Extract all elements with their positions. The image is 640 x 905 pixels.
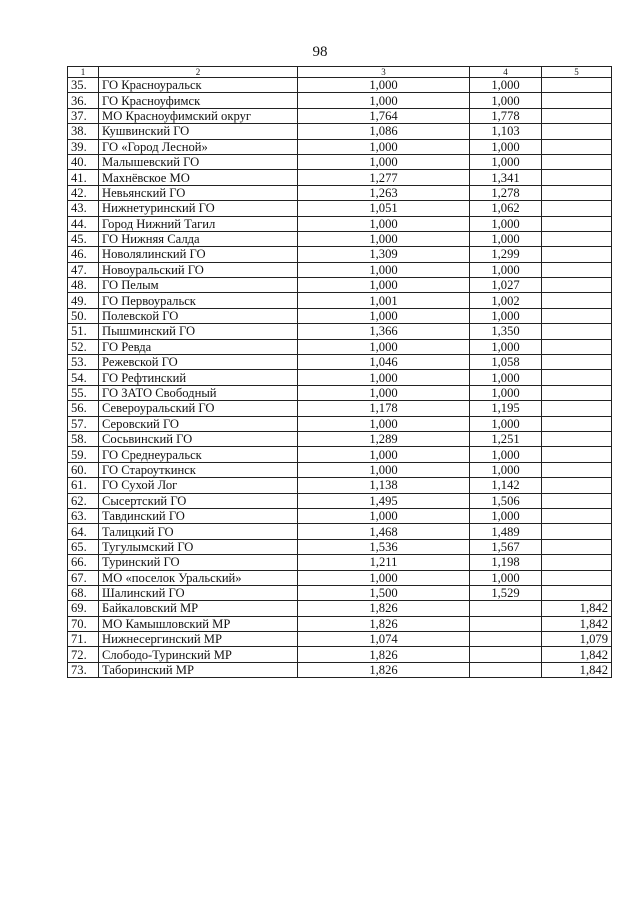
table-row <box>68 355 612 370</box>
municipality-name-cell: Серовский ГО <box>99 416 298 431</box>
coefficient-col3-cell: 1,000 <box>298 416 470 431</box>
coefficient-col4-cell: 1,350 <box>470 324 542 339</box>
coefficient-col5-cell: 1,842 <box>542 616 612 631</box>
coefficient-col3-cell: 1,495 <box>298 493 470 508</box>
row-number-cell: 39. <box>68 139 99 154</box>
table-row <box>68 78 612 93</box>
coefficient-col4-cell: 1,058 <box>470 355 542 370</box>
coefficient-col3-cell: 1,000 <box>298 508 470 523</box>
table-row <box>68 585 612 600</box>
coefficient-col5-cell <box>542 385 612 400</box>
coefficient-col3-cell: 1,000 <box>298 385 470 400</box>
coefficient-col5-cell <box>542 185 612 200</box>
row-number-cell: 70. <box>68 616 99 631</box>
coefficient-col4-cell: 1,142 <box>470 478 542 493</box>
table-row <box>68 324 612 339</box>
coefficient-col5-cell <box>542 293 612 308</box>
municipality-name-cell: Тавдинский ГО <box>99 508 298 523</box>
row-number-cell: 44. <box>68 216 99 231</box>
table-row <box>68 308 612 323</box>
row-number-cell: 51. <box>68 324 99 339</box>
coefficient-col5-cell <box>542 339 612 354</box>
coefficient-col4-cell: 1,002 <box>470 293 542 308</box>
coefficient-col3-cell: 1,000 <box>298 447 470 462</box>
row-number-cell: 61. <box>68 478 99 493</box>
coefficient-col4-cell: 1,027 <box>470 278 542 293</box>
coefficient-col4-cell: 1,251 <box>470 431 542 446</box>
municipality-name-cell: Туринский ГО <box>99 555 298 570</box>
municipality-name-cell: Нижнетуринский ГО <box>99 201 298 216</box>
coefficient-col3-cell: 1,000 <box>298 139 470 154</box>
coefficient-col3-cell: 1,263 <box>298 185 470 200</box>
coefficient-col4-cell: 1,000 <box>470 447 542 462</box>
table-row <box>68 93 612 108</box>
row-number-cell: 49. <box>68 293 99 308</box>
municipality-name-cell: Слободо-Туринский МР <box>99 647 298 662</box>
row-number-cell: 36. <box>68 93 99 108</box>
coefficient-col5-cell <box>542 247 612 262</box>
coefficient-col3-cell: 1,000 <box>298 278 470 293</box>
coefficient-col3-cell: 1,826 <box>298 647 470 662</box>
table-row <box>68 539 612 554</box>
coefficient-col5-cell <box>542 524 612 539</box>
coefficient-col3-cell: 1,289 <box>298 431 470 446</box>
column-header: 3 <box>298 67 470 78</box>
coefficient-col5-cell <box>542 555 612 570</box>
coefficient-col4-cell: 1,489 <box>470 524 542 539</box>
row-number-cell: 72. <box>68 647 99 662</box>
coefficient-col4-cell: 1,000 <box>470 78 542 93</box>
coefficient-col4-cell: 1,062 <box>470 201 542 216</box>
coefficient-col4-cell: 1,000 <box>470 508 542 523</box>
municipality-name-cell: ГО ЗАТО Свободный <box>99 385 298 400</box>
coefficient-col5-cell <box>542 308 612 323</box>
row-number-cell: 69. <box>68 601 99 616</box>
row-number-cell: 73. <box>68 662 99 677</box>
row-number-cell: 63. <box>68 508 99 523</box>
coefficient-col3-cell: 1,051 <box>298 201 470 216</box>
row-number-cell: 37. <box>68 108 99 123</box>
coefficient-col3-cell: 1,001 <box>298 293 470 308</box>
table-row <box>68 185 612 200</box>
table-row <box>68 431 612 446</box>
coefficient-col4-cell: 1,000 <box>470 262 542 277</box>
column-header: 4 <box>470 67 542 78</box>
table-row <box>68 570 612 585</box>
municipality-name-cell: Сосьвинский ГО <box>99 431 298 446</box>
municipality-name-cell: ГО Сухой Лог <box>99 478 298 493</box>
municipality-name-cell: МО «поселок Уральский» <box>99 570 298 585</box>
coefficient-col3-cell: 1,000 <box>298 339 470 354</box>
coefficient-col5-cell <box>542 539 612 554</box>
row-number-cell: 68. <box>68 585 99 600</box>
coefficient-col3-cell: 1,536 <box>298 539 470 554</box>
coefficient-col4-cell: 1,000 <box>470 139 542 154</box>
table-row <box>68 170 612 185</box>
coefficient-col3-cell: 1,211 <box>298 555 470 570</box>
coefficient-col3-cell: 1,000 <box>298 570 470 585</box>
municipality-name-cell: Махнёвское МО <box>99 170 298 185</box>
coefficient-col3-cell: 1,000 <box>298 308 470 323</box>
coefficient-col3-cell: 1,366 <box>298 324 470 339</box>
coefficient-col5-cell <box>542 462 612 477</box>
coefficient-col4-cell: 1,529 <box>470 585 542 600</box>
coefficient-col4-cell: 1,103 <box>470 124 542 139</box>
coefficient-col3-cell: 1,086 <box>298 124 470 139</box>
table-row <box>68 416 612 431</box>
coefficient-col3-cell: 1,178 <box>298 401 470 416</box>
row-number-cell: 59. <box>68 447 99 462</box>
coefficient-col4-cell: 1,341 <box>470 170 542 185</box>
coefficient-col3-cell: 1,764 <box>298 108 470 123</box>
municipality-name-cell: ГО «Город Лесной» <box>99 139 298 154</box>
coefficient-col4-cell: 1,000 <box>470 339 542 354</box>
coefficient-col4-cell <box>470 632 542 647</box>
row-number-cell: 64. <box>68 524 99 539</box>
row-number-cell: 38. <box>68 124 99 139</box>
coefficient-col4-cell <box>470 662 542 677</box>
coefficient-col3-cell: 1,000 <box>298 370 470 385</box>
table-row <box>68 478 612 493</box>
table-row <box>68 493 612 508</box>
coefficient-col5-cell <box>542 447 612 462</box>
municipality-name-cell: ГО Рефтинский <box>99 370 298 385</box>
coefficient-col3-cell: 1,826 <box>298 662 470 677</box>
table-row <box>68 632 612 647</box>
table-header-row <box>68 67 612 78</box>
row-number-cell: 60. <box>68 462 99 477</box>
table-row <box>68 124 612 139</box>
municipality-name-cell: Кушвинский ГО <box>99 124 298 139</box>
table-row <box>68 647 612 662</box>
coefficient-col5-cell <box>542 124 612 139</box>
row-number-cell: 55. <box>68 385 99 400</box>
coefficient-col4-cell: 1,198 <box>470 555 542 570</box>
municipality-name-cell: Невьянский ГО <box>99 185 298 200</box>
table-row <box>68 508 612 523</box>
row-number-cell: 57. <box>68 416 99 431</box>
row-number-cell: 41. <box>68 170 99 185</box>
coefficient-col5-cell: 1,842 <box>542 601 612 616</box>
municipality-name-cell: ГО Красноуфимск <box>99 93 298 108</box>
table-row <box>68 447 612 462</box>
coefficient-col5-cell <box>542 370 612 385</box>
coefficient-col5-cell <box>542 216 612 231</box>
municipality-name-cell: Город Нижний Тагил <box>99 216 298 231</box>
table-row <box>68 401 612 416</box>
coefficient-col3-cell: 1,826 <box>298 601 470 616</box>
municipality-name-cell: Байкаловский МР <box>99 601 298 616</box>
coefficient-col5-cell <box>542 93 612 108</box>
municipality-name-cell: Пышминский ГО <box>99 324 298 339</box>
coefficient-col5-cell <box>542 154 612 169</box>
municipality-name-cell: Таборинский МР <box>99 662 298 677</box>
table-row <box>68 139 612 154</box>
table-row <box>68 108 612 123</box>
coefficient-col3-cell: 1,468 <box>298 524 470 539</box>
row-number-cell: 62. <box>68 493 99 508</box>
coefficient-col5-cell <box>542 262 612 277</box>
row-number-cell: 35. <box>68 78 99 93</box>
coefficient-col5-cell <box>542 278 612 293</box>
column-header: 1 <box>68 67 99 78</box>
municipality-name-cell: Североуральский ГО <box>99 401 298 416</box>
municipality-name-cell: МО Красноуфимский округ <box>99 108 298 123</box>
coefficient-col3-cell: 1,000 <box>298 462 470 477</box>
table-row <box>68 293 612 308</box>
coefficient-col5-cell <box>542 108 612 123</box>
municipality-name-cell: Талицкий ГО <box>99 524 298 539</box>
coefficient-col4-cell: 1,000 <box>470 570 542 585</box>
row-number-cell: 54. <box>68 370 99 385</box>
table-row <box>68 216 612 231</box>
table-body <box>68 67 612 678</box>
table-row <box>68 616 612 631</box>
row-number-cell: 58. <box>68 431 99 446</box>
coefficient-col3-cell: 1,000 <box>298 231 470 246</box>
coefficient-col3-cell: 1,074 <box>298 632 470 647</box>
coefficient-col3-cell: 1,000 <box>298 154 470 169</box>
page-number: 98 <box>312 44 328 60</box>
coefficient-col5-cell <box>542 78 612 93</box>
row-number-cell: 66. <box>68 555 99 570</box>
row-number-cell: 65. <box>68 539 99 554</box>
row-number-cell: 52. <box>68 339 99 354</box>
table-row <box>68 154 612 169</box>
coefficient-col5-cell <box>542 401 612 416</box>
data-table <box>67 66 612 678</box>
coefficient-col3-cell: 1,500 <box>298 585 470 600</box>
municipality-name-cell: Режевской ГО <box>99 355 298 370</box>
coefficient-col4-cell: 1,278 <box>470 185 542 200</box>
coefficient-col5-cell: 1,079 <box>542 632 612 647</box>
row-number-cell: 47. <box>68 262 99 277</box>
coefficient-col3-cell: 1,309 <box>298 247 470 262</box>
coefficient-col3-cell: 1,046 <box>298 355 470 370</box>
municipality-name-cell: ГО Красноуральск <box>99 78 298 93</box>
row-number-cell: 71. <box>68 632 99 647</box>
municipality-name-cell: Полевской ГО <box>99 308 298 323</box>
table-row <box>68 339 612 354</box>
municipality-name-cell: Сысертский ГО <box>99 493 298 508</box>
coefficient-col4-cell <box>470 616 542 631</box>
row-number-cell: 46. <box>68 247 99 262</box>
table-row <box>68 278 612 293</box>
table-row <box>68 385 612 400</box>
municipality-name-cell: ГО Нижняя Салда <box>99 231 298 246</box>
column-header: 5 <box>542 67 612 78</box>
coefficient-col4-cell <box>470 647 542 662</box>
municipality-name-cell: МО Камышловский МР <box>99 616 298 631</box>
row-number-cell: 67. <box>68 570 99 585</box>
table-row <box>68 247 612 262</box>
municipality-name-cell: ГО Пелым <box>99 278 298 293</box>
municipality-name-cell: ГО Ревда <box>99 339 298 354</box>
coefficient-col5-cell <box>542 585 612 600</box>
row-number-cell: 48. <box>68 278 99 293</box>
coefficient-col5-cell: 1,842 <box>542 647 612 662</box>
coefficient-col5-cell <box>542 493 612 508</box>
table-row <box>68 555 612 570</box>
coefficient-col3-cell: 1,277 <box>298 170 470 185</box>
coefficient-col3-cell: 1,000 <box>298 216 470 231</box>
coefficient-col4-cell: 1,299 <box>470 247 542 262</box>
table-row <box>68 524 612 539</box>
row-number-cell: 43. <box>68 201 99 216</box>
coefficient-col3-cell: 1,138 <box>298 478 470 493</box>
coefficient-col5-cell <box>542 139 612 154</box>
coefficient-col5-cell <box>542 201 612 216</box>
municipality-name-cell: Тугулымский ГО <box>99 539 298 554</box>
coefficient-col5-cell <box>542 231 612 246</box>
coefficient-col4-cell: 1,000 <box>470 231 542 246</box>
row-number-cell: 45. <box>68 231 99 246</box>
coefficient-col5-cell <box>542 478 612 493</box>
coefficient-col5-cell <box>542 324 612 339</box>
table-row <box>68 662 612 677</box>
table-row <box>68 262 612 277</box>
table-row <box>68 370 612 385</box>
row-number-cell: 42. <box>68 185 99 200</box>
coefficient-col5-cell: 1,842 <box>542 662 612 677</box>
table-row <box>68 231 612 246</box>
municipality-name-cell: Новолялинский ГО <box>99 247 298 262</box>
coefficient-col4-cell: 1,567 <box>470 539 542 554</box>
municipality-name-cell: Нижнесергинский МР <box>99 632 298 647</box>
coefficient-col3-cell: 1,000 <box>298 78 470 93</box>
municipality-name-cell: Новоуральский ГО <box>99 262 298 277</box>
table-row <box>68 462 612 477</box>
coefficient-col4-cell: 1,195 <box>470 401 542 416</box>
municipality-name-cell: ГО Среднеуральск <box>99 447 298 462</box>
coefficient-col4-cell: 1,000 <box>470 370 542 385</box>
coefficient-col3-cell: 1,000 <box>298 93 470 108</box>
row-number-cell: 53. <box>68 355 99 370</box>
row-number-cell: 50. <box>68 308 99 323</box>
coefficient-col5-cell <box>542 355 612 370</box>
coefficient-col4-cell: 1,000 <box>470 462 542 477</box>
coefficient-col3-cell: 1,000 <box>298 262 470 277</box>
coefficient-col4-cell: 1,506 <box>470 493 542 508</box>
coefficient-col4-cell: 1,000 <box>470 385 542 400</box>
row-number-cell: 56. <box>68 401 99 416</box>
coefficient-col4-cell: 1,778 <box>470 108 542 123</box>
coefficient-col4-cell: 1,000 <box>470 93 542 108</box>
coefficient-col3-cell: 1,826 <box>298 616 470 631</box>
coefficient-col4-cell: 1,000 <box>470 154 542 169</box>
coefficient-col5-cell <box>542 170 612 185</box>
coefficient-col4-cell: 1,000 <box>470 216 542 231</box>
coefficient-col4-cell <box>470 601 542 616</box>
municipality-name-cell: Малышевский ГО <box>99 154 298 169</box>
column-header: 2 <box>99 67 298 78</box>
coefficient-col5-cell <box>542 508 612 523</box>
coefficient-col5-cell <box>542 570 612 585</box>
table-row <box>68 201 612 216</box>
coefficient-col4-cell: 1,000 <box>470 308 542 323</box>
table-row <box>68 601 612 616</box>
coefficient-col5-cell <box>542 431 612 446</box>
municipality-name-cell: Шалинский ГО <box>99 585 298 600</box>
municipality-name-cell: ГО Староуткинск <box>99 462 298 477</box>
municipality-name-cell: ГО Первоуральск <box>99 293 298 308</box>
coefficient-col4-cell: 1,000 <box>470 416 542 431</box>
row-number-cell: 40. <box>68 154 99 169</box>
coefficient-col5-cell <box>542 416 612 431</box>
